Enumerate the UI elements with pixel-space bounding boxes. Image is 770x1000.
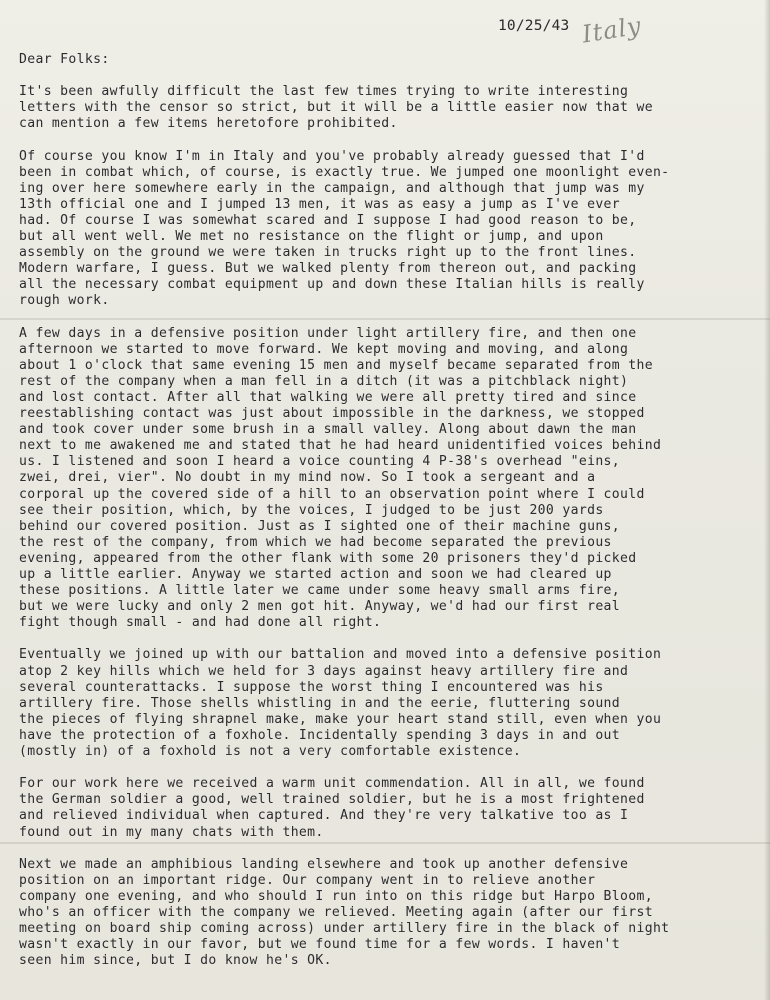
paragraph-4: Eventually we joined up with our battalion and moved into a defensive position atop 2 key hills which we held for 3 days against heavy artillery fire and several counterattacks. I suppose the worst thing I encountered was his artillery fire. Those shells whistling in and the eerie, fluttering sound the pieces of flying shrapnel make, make your heart stand still, even when you have the protection of a foxhole. Incidentally spending 3 days in and out (mostly in) of a foxhold is not a very comfortable existence. (19, 647, 662, 760)
letter-greeting: Dear Folks: (19, 52, 110, 67)
letter-body (19, 52, 767, 985)
paragraph-2: Of course you know I'm in Italy and you've probably already guessed that I'd been in combat which, of course, is exactly true. We jumped one moonlight even- ing over here somewhere early in the campaign, and although that jump was my 13th official one and I jumped 13 men, it was as easy a jump as I've ever had. Of course I was somewhat scared and I suppose I had good reason to be, but all went well. We met no resistance on the flight or jump, and upon assembly on the ground we were taken in trucks right up to the front lines. Modern warfare, I guess. But we walked plenty from thereon out, and packing all the necessary combat equipment up and down these Italian hills is really rough work. (19, 148, 670, 309)
letter-date: 10/25/43 (498, 18, 570, 34)
paragraph-5: For our work here we received a warm unit commendation. All in all, we found the German soldier a good, well trained soldier, but he is a most frightened and relieved individual when captured. And they're very talkative too as I found out in my many chats with them. (19, 776, 645, 840)
handwritten-note: Italy (580, 11, 644, 49)
paragraph-6: Next we made an amphibious landing elsewhere and took up another defensive position on an important ridge. Our company went in to relieve another company one evening, and who should I run into on this ridge but Harpo Bloom, who's an officer with the company we relieved. Meeting again (after our first meeting on board ship coming across) under artillery fire in the black of night wasn't exactly in our favor, but we found time for a few words. I haven't seen him since, but I do know he's OK. (19, 856, 670, 969)
paragraph-3: A few days in a defensive position under light artillery fire, and then one afternoon we started to move forward. We kept moving and moving, and along about 1 o'clock that same evening 15 men and myself became separated from the rest of the company when a man fell in a ditch (it was a pitchblack night) and lost contact. After all that walking we were all pretty tired and since reestablishing contact was just about impossible in the darkness, we stopped and took cover under some brush in a small valley. Along about dawn the man next to me awakened me and stated that he had heard unidentified voices behind us. I listened and soon I heard a voice counting 4 P-38's overhead "eins, zwei, drei, vier". No doubt in my mind now. So I took a sergeant and a corporal up the covered side of a hill to an observation point where I could see their position, which, by the voices, I judged to be just 200 yards behind our covered position. Just as I sighted one of their machine guns, the rest of the company, from which we had become separated the previous evening, appeared from the other flank with some 20 prisoners they'd picked up a little earlier. Anyway we started action and soon we had cleared up these positions. A little later we came under some heavy small arms fire, but we were lucky and only 2 men got hit. Anyway, we'd had our first real fight though small - and had done all right. (19, 325, 662, 631)
paragraph-1: It's been awfully difficult the last few times trying to write interesting letters with the censor so strict, but it will be a little easier now that we can mention a few items heretofore prohibited. (19, 84, 653, 132)
